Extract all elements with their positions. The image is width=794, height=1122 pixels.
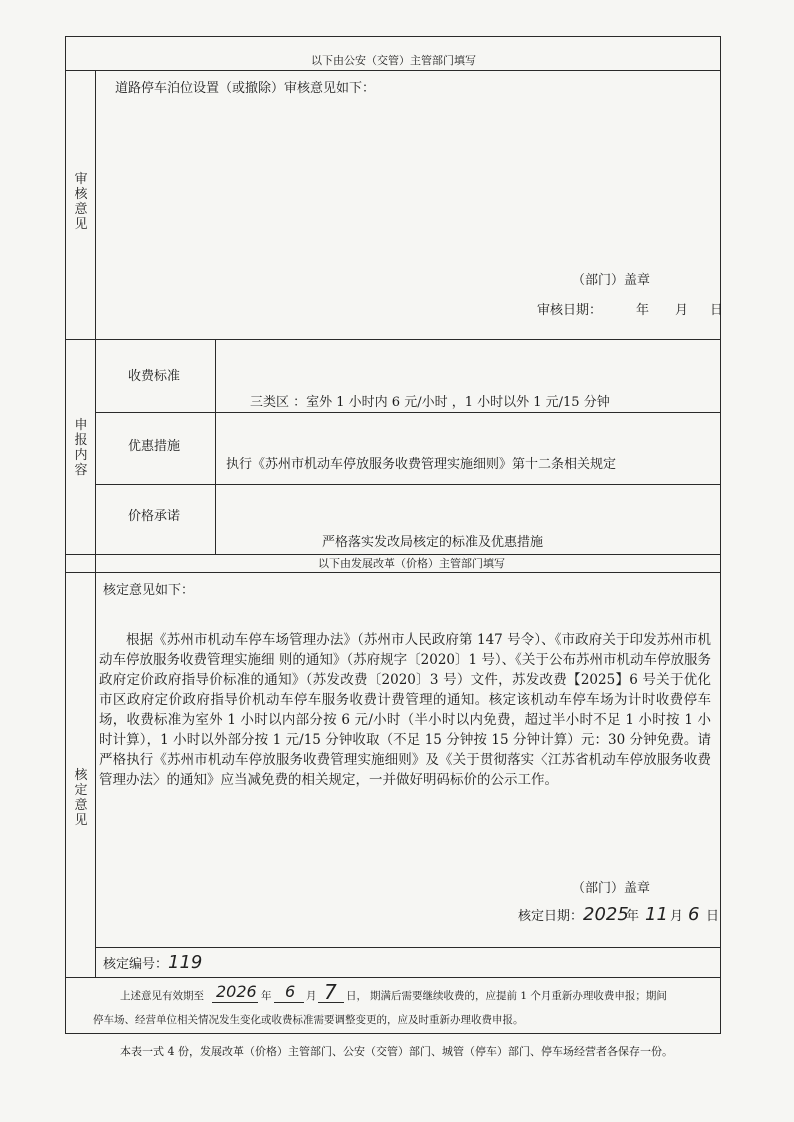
validity-month-underline (274, 1002, 304, 1003)
fee-standard-value: 三类区 ：室外 1 小时内 6 元/小时 ，1 小时以外 1 元/15 分钟 (250, 395, 610, 410)
price-commitment-label: 价格承诺 (128, 509, 181, 524)
validity-year: 2026 (216, 982, 257, 1001)
fee-standard-label: 收费标准 (128, 369, 181, 384)
discount-label: 优惠措施 (128, 439, 181, 454)
validity-month: 6 (285, 982, 296, 1001)
column-divider (215, 339, 216, 554)
validity-year-underline (212, 1002, 258, 1003)
price-stamp: （部门）盖章 (572, 881, 651, 896)
price-date-label: 核定日期： (518, 909, 584, 924)
price-date-year: 2025 (583, 904, 629, 925)
validity-year-unit: 年 (261, 990, 272, 1002)
police-date-year-unit: 年 (636, 303, 650, 318)
police-date-month-unit: 月 (675, 303, 689, 318)
price-date-year-unit: 年 (626, 909, 640, 924)
validity-text-1: 期满后需要继续收费的，应提前 1 个月重新办理收费申报；期间 (370, 990, 667, 1002)
row-divider (95, 412, 721, 413)
approval-number-value: 119 (168, 952, 203, 973)
price-opinion-text: 根据《苏州市机动车停车场管理办法》（苏州市人民政府第 147 号令）、《市政府关于印发苏州市机动车停放服务收费管理实施细 则的通知》（苏府规字〔2020〕1 号）、《关于公布苏州市机动车停放服务政府定价政府指导价标准的通知》（苏发改费〔2020〕3 号）文件，苏发改费【2025】6 号关于优化市区政府定价政府指导价机动车停车服务收费计费管理的通知。核定该机动车停车场为计时收费停车场，收费标准为室外 1 小时以内部分按 6 元/小时（半小时以内免费，超过半小时不足 1 小时按 1 小时计算），1 小时以外部分按 1 元/15 分钟收取（不足 15 分钟按 15 分钟计算）元：30 分钟免费。请严格执行《苏州市机动车停放服务收费管理实施细则》及《关于贯彻落实〈江苏省机动车停放服务收费管理办法〉的通知》应当减免费的相关规定，一并做好明码标价的公示工作。 (99, 632, 711, 788)
row-divider (65, 572, 721, 573)
discount-value: 执行《苏州市机动车停放服务收费管理实施细则》第十二条相关规定 (226, 457, 617, 472)
police-date-day-unit: 日 (710, 303, 724, 318)
validity-month-unit: 月 (306, 990, 317, 1002)
row-divider (65, 554, 721, 555)
row-divider (95, 484, 721, 485)
approval-number-label: 核定编号： (103, 957, 169, 972)
row-divider (65, 977, 721, 978)
price-date-month-unit: 月 (670, 909, 684, 924)
police-stamp: （部门）盖章 (572, 273, 651, 288)
validity-day-unit: 日， (346, 990, 367, 1002)
police-section-header: 以下由公安（交管）主管部门填写 (311, 54, 476, 67)
validity-day: 7 (324, 980, 337, 1004)
price-section-label: 核定意见 (74, 768, 88, 828)
police-section-label: 审核意见 (74, 172, 88, 232)
price-opinion-title: 核定意见如下： (103, 583, 195, 598)
column-divider (95, 70, 96, 977)
validity-text-2: 停车场、经营单位相关情况发生变化或收费标准需要调整变更的，应及时重新办理收费申报。 (93, 1014, 524, 1026)
price-section-header: 以下由发展改革（价格）主管部门填写 (318, 557, 505, 570)
price-date-day-unit: 日 (706, 909, 720, 924)
row-divider (65, 339, 721, 340)
price-date-month: 11 (645, 904, 668, 925)
price-commitment-value: 严格落实发改局核定的标准及优惠措施 (322, 535, 544, 550)
police-date-label: 审核日期： (537, 303, 603, 318)
price-date-day: 6 (688, 904, 700, 925)
validity-prefix: 上述意见有效期至 (120, 990, 204, 1002)
row-divider (65, 70, 721, 71)
police-opinion-title: 道路停车泊位设置（或撤除）审核意见如下： (115, 81, 376, 96)
row-divider (95, 947, 721, 948)
application-section-label: 申报内容 (74, 418, 88, 478)
footnote: 本表一式 4 份，发展改革（价格）主管部门、公安（交管）部门、城管（停车）部门、停车场经营者各保存一份。 (120, 1045, 673, 1058)
